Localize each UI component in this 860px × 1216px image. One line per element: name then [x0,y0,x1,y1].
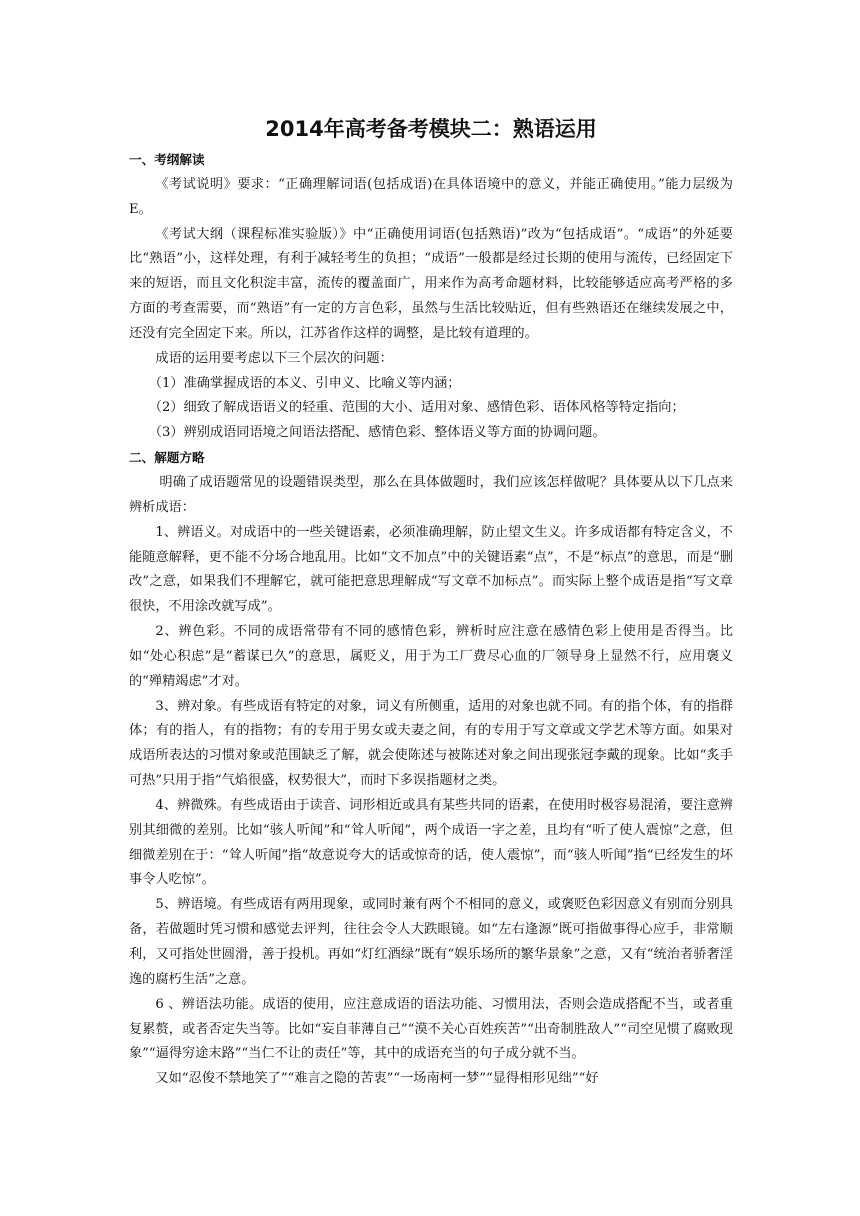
paragraph: 成语的运用要考虑以下三个层次的问题： [155,350,393,366]
paragraph: 6 、辨语法功能。成语的使用，应注意成语的语法功能、习惯用法，否则会造成搭配不当，或者重复累赘，或者否定失当等。比如“妄自菲薄自己”“漠不关心百姓疾苦”“出奇制胜敌人”“司空见惯了腐败现象”“逼得穷途末路”“当仁不让的责任”等，其中的成语充当的句子成分就不当。 [129,996,733,1062]
paragraph: 4、辨微殊。有些成语由于读音、词形相近或具有某些共同的语素，在使用时极容易混淆，要注意辨别其细微的差别。比如“骇人听闻”和“耸人听闻”，两个成语一字之差，且均有“听了使人震惊”之意，但细微差别在于：“耸人听闻”指“故意说夸大的话或惊奇的话，使人震惊”，而“骇人听闻”指“已经发生的坏事令人吃惊”。 [129,797,733,888]
document-page [129,112,733,1092]
document-title: 2014年高考备考模块二：熟语运用 [265,117,597,141]
paragraph: 《考试说明》要求：“正确理解词语(包括成语)在具体语境中的意义，并能正确使用。”能力层级为E。 [129,176,733,217]
paragraph: 3、辨对象。有些成语有特定的对象，词义有所侧重，适用的对象也就不同。有的指个体，有的指群体；有的指人，有的指物；有的专用于男女或夫妻之间，有的专用于写文章或文学艺术等方面。如果对成语所表达的习惯对象或范围缺乏了解，就会使陈述与被陈述对象之间出现张冠李戴的现象。比如“炙手可热”只用于指“气焰很盛，权势很大”，而时下多误指题材之类。 [129,698,733,789]
paragraph: 又如“忍俊不禁地笑了”“难言之隐的苦衷”“一场南柯一梦”“显得相形见绌”“好 [155,1071,599,1087]
paragraph: 5、辨语境。有些成语有两用现象，或同时兼有两个不相同的意义，或褒贬色彩因意义有别而分别具备，若做题时凭习惯和感觉去评判，往往会令人大跌眼镜。如“左右逢源”既可指做事得心应手，非常顺利，又可指处世圆滑，善于投机。再如“灯红酒绿”既有“娱乐场所的繁华景象”之意，又有“统治者骄奢淫逸的腐朽生活”之意。 [129,897,733,987]
paragraph: 明确了成语题常见的设题错误类型，那么在具体做题时，我们应该怎样做呢？具体要从以下几点来辨析成语： [129,474,733,515]
paragraph: 2、辨色彩。不同的成语常带有不同的感情色彩，辨析时应注意在感情色彩上使用是否得当。比如“处心积虑”是“蓄谋已久”的意思，属贬义，用于为工厂费尽心血的厂领导身上显然不行，应用褒义的“殚精竭虑”才对。 [129,624,733,689]
section-heading-syllabus: 一、考纲解读 [129,152,205,167]
list-item: （1）准确掌握成语的本义、引申义、比喻义等内涵； [148,375,461,391]
list-item: （3）辨别成语同语境之间语法搭配、感情色彩、整体语义等方面的协调问题。 [148,425,606,441]
list-item: （2）细致了解成语语义的轻重、范围的大小、适用对象、感情色彩、语体风格等特定指向； [148,400,685,416]
section-heading-strategy: 二、解题方略 [129,450,205,466]
paragraph: 《考试大纲（课程标准实验版）》中“正确使用词语(包括熟语)”改为“包括成语”。“成语”的外延要比“熟语”小，这样处理，有利于减轻考生的负担；“成语”一般都是经过长期的使用与流传，已经固定下来的短语，而且文化积淀丰富，流传的覆盖面广，用来作为高考命题材料，比较能够适应高考严格的多方面的考查需要，而“熟语”有一定的方言色彩，虽然与生活比较贴近，但有些熟语还在继续发展之中，还没有完全固定下来。所以，江苏省作这样的调整，是比较有道理的。 [129,226,733,341]
paragraph: 1、辨语义。对成语中的一些关键语素，必须准确理解，防止望文生义。许多成语都有特定含义，不能随意解释，更不能不分场合地乱用。比如“文不加点”中的关键语素“点”，不是“标点”的意思，而是“删改”之意，如果我们不理解它，就可能把意思理解成“写文章不加标点”。而实际上整个成语是指“写文章很快，不用涂改就写成”。 [129,524,733,615]
